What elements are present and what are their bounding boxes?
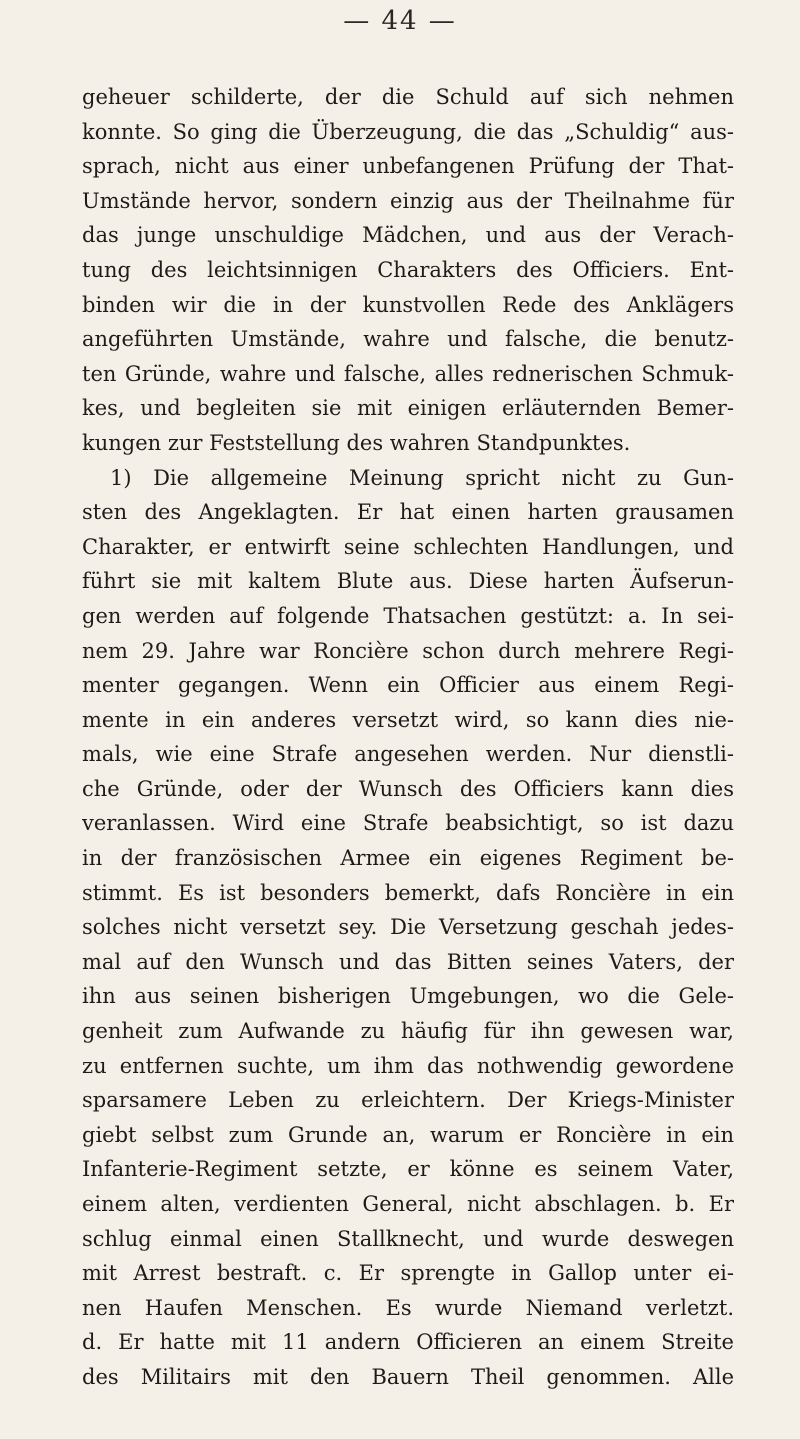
text-line: d. Er hatte mit 11 andern Officieren an einem Streite [82,1330,734,1355]
text-line: sprach, nicht aus einer unbefangenen Prüfung der That- [82,154,734,179]
text-line: ihn aus seinen bisherigen Umgebungen, wo die Gele- [82,984,734,1009]
text-line: geheuer schilderte, der die Schuld auf sich nehmen [82,85,734,109]
text-line: solches nicht versetzt sey. Die Versetzung geschah jedes- [82,915,734,940]
text-line: sten des Angeklagten. Er hat einen harten grausamen [82,500,734,525]
text-line: des Militairs mit den Bauern Theil genommen. Alle [82,1364,734,1389]
text-line: Charakter, er entwirft seine schlechten Handlungen, und [82,534,734,559]
text-line: in der französischen Armee ein eigenes Regiment be- [82,846,734,871]
text-line: angeführten Umstände, wahre und falsche, die benutz- [82,327,734,352]
page-number: — 44 — [343,6,457,36]
text-line: kes, und begleiten sie mit einigen erläuternden Bemer- [82,396,734,421]
text-line: tung des leichtsinnigen Charakters des Officiers. Ent- [82,257,734,282]
text-line: kungen zur Feststellung des wahren Standpunktes. [82,430,631,455]
text-line: sparsamere Leben zu erleichtern. Der Kriegs-Minister [82,1088,734,1113]
text-line: einem alten, verdienten General, nicht abschlagen. b. Er [82,1192,734,1216]
text-line: veranlassen. Wird eine Strafe beabsichtigt, so ist dazu [82,811,734,836]
text-line: menter gegangen. Wenn ein Officier aus einem Regi- [82,673,734,698]
text-line: genheit zum Aufwande zu häufig für ihn gewesen war, [82,1019,734,1044]
text-line: schlug einmal einen Stallknecht, und wurde deswegen [82,1226,734,1251]
text-line: giebt selbst zum Grunde an, warum er Roncière in ein [82,1122,734,1147]
text-line: mal auf den Wunsch und das Bitten seines Vaters, der [82,949,734,974]
text-line: mit Arrest bestraft. c. Er sprengte in Gallop unter ei- [82,1261,734,1286]
text-line: che Gründe, oder der Wunsch des Officiers kann dies [82,776,734,801]
text-line: stimmt. Es ist besonders bemerkt, dafs Roncière in ein [82,880,734,905]
text-line: gen werden auf folgende Thatsachen gestützt: a. In sei- [82,603,734,628]
text-line: nem 29. Jahre war Roncière schon durch mehrere Regi- [82,638,734,663]
text-line: mals, wie eine Strafe angesehen werden. Nur dienstli- [82,742,734,767]
text-line: führt sie mit kaltem Blute aus. Diese harten Äufserun- [82,569,734,594]
paragraph-start-line: 1) Die allgemeine Meinung spricht nicht zu Gun- [110,465,734,490]
text-line: nen Haufen Menschen. Es wurde Niemand verletzt. [82,1295,734,1320]
text-line: Umstände hervor, sondern einzig aus der Theilnahme für [82,188,734,213]
text-line: das junge unschuldige Mädchen, und aus der Verach- [82,223,734,248]
text-line: ten Gründe, wahre und falsche, alles rednerischen Schmuk- [82,361,734,386]
text-line: konnte. So ging die Überzeugung, die das „Schuldig“ aus- [82,119,734,144]
text-line: Infanterie-Regiment setzte, er könne es seinem Vater, [82,1157,734,1182]
text-line: binden wir die in der kunstvollen Rede des Anklägers [82,292,734,317]
text-line: mente in ein anderes versetzt wird, so kann dies nie- [82,707,734,732]
body-text [82,80,734,1395]
text-line: zu entfernen suchte, um ihm das nothwendig gewordene [82,1053,734,1078]
